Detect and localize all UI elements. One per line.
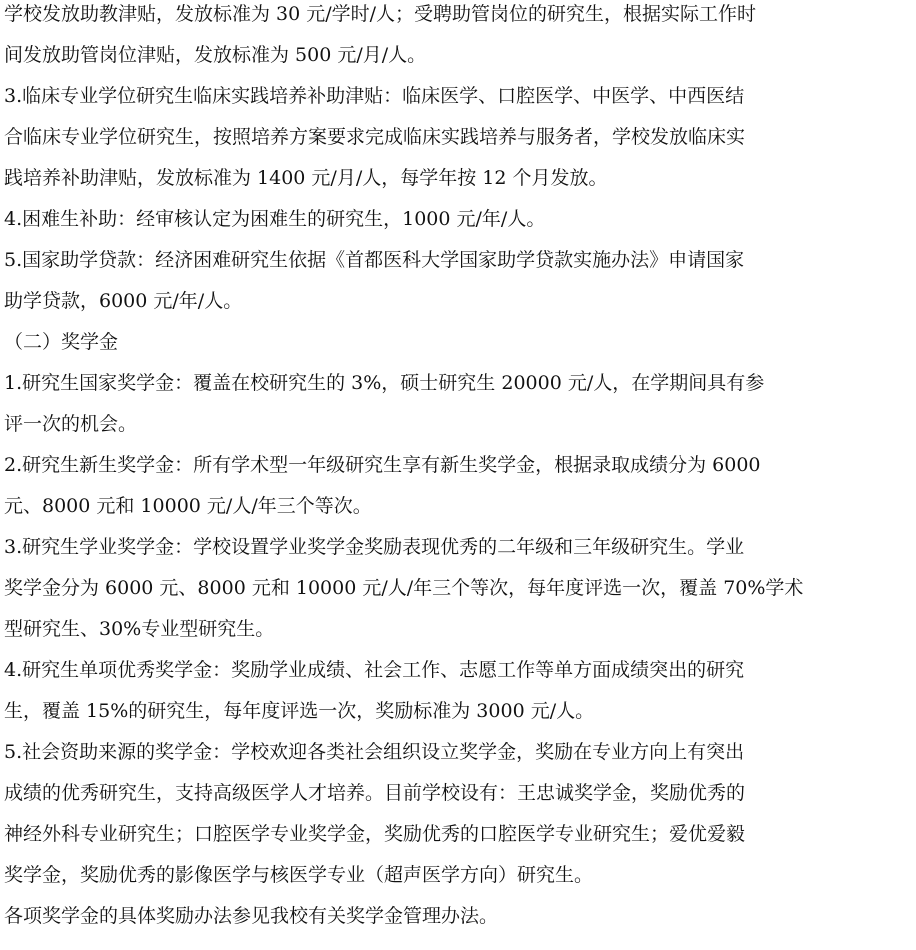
paragraph-hardship-subsidy: [4, 199, 912, 240]
text-line: 奖学金分为 6000 元、8000 元和 10000 元/人/年三个等次，每年度评选一次，覆盖 70%学术: [4, 577, 804, 599]
paragraph-closing-note: [4, 896, 912, 937]
text-line: 型研究生、30%专业型研究生。: [4, 618, 275, 640]
text-line: 3.研究生学业奖学金：学校设置学业奖学金奖励表现优秀的二年级和三年级研究生。学业: [4, 536, 745, 558]
text-line: 间发放助管岗位津贴，发放标准为 500 元/月/人。: [4, 44, 427, 66]
section-heading-scholarships: [4, 322, 912, 363]
paragraph-national-scholarship: [4, 363, 912, 445]
text-line: 各项奖学金的具体奖励办法参见我校有关奖学金管理办法。: [4, 905, 499, 927]
text-line: （二）奖学金: [4, 331, 119, 353]
text-line: 5.国家助学贷款：经济困难研究生依据《首都医科大学国家助学贷款实施办法》申请国家: [4, 249, 745, 271]
text-line: 3.临床专业学位研究生临床实践培养补助津贴：临床医学、口腔医学、中医学、中西医结: [4, 85, 745, 107]
text-line: 助学贷款，6000 元/年/人。: [4, 290, 243, 312]
text-line: 合临床专业学位研究生，按照培养方案要求完成临床实践培养与服务者，学校发放临床实: [4, 126, 746, 148]
text-line: 生，覆盖 15%的研究生，每年度评选一次，奖励标准为 3000 元/人。: [4, 700, 595, 722]
text-line: 1.研究生国家奖学金：覆盖在校研究生的 3%，硕士研究生 20000 元/人，在学期间具有参: [4, 372, 765, 394]
paragraph-social-funded-scholarship: [4, 732, 912, 896]
text-line: 5.社会资助来源的奖学金：学校欢迎各类社会组织设立奖学金，奖励在专业方向上有突出: [4, 741, 745, 763]
paragraph-freshman-scholarship: [4, 445, 912, 527]
paragraph-academic-scholarship: [4, 527, 912, 650]
paragraph-national-student-loan: [4, 240, 912, 322]
text-line: 学校发放助教津贴，发放标准为 30 元/学时/人；受聘助管岗位的研究生，根据实际工作时: [4, 3, 757, 25]
text-line: 元、8000 元和 10000 元/人/年三个等次。: [4, 495, 372, 517]
text-line: 奖学金，奖励优秀的影像医学与核医学专业（超声医学方向）研究生。: [4, 864, 594, 886]
text-line: 评一次的机会。: [4, 413, 138, 435]
text-line: 成绩的优秀研究生，支持高级医学人才培养。目前学校设有：王忠诚奖学金，奖励优秀的: [4, 782, 746, 804]
text-line: 4.研究生单项优秀奖学金：奖励学业成绩、社会工作、志愿工作等单方面成绩突出的研究: [4, 659, 745, 681]
paragraph-clinical-practice-subsidy: [4, 76, 912, 199]
paragraph-assistant-stipend: [4, 0, 912, 76]
text-line: 神经外科专业研究生；口腔医学专业奖学金，奖励优秀的口腔医学专业研究生；爱优爱毅: [4, 823, 746, 845]
text-line: 践培养补助津贴，发放标准为 1400 元/月/人，每学年按 12 个月发放。: [4, 167, 608, 189]
text-line: 4.困难生补助：经审核认定为困难生的研究生，1000 元/年/人。: [4, 208, 546, 230]
document-body: [4, 0, 912, 937]
text-line: 2.研究生新生奖学金：所有学术型一年级研究生享有新生奖学金，根据录取成绩分为 6000: [4, 454, 761, 476]
paragraph-single-excellence-scholarship: [4, 650, 912, 732]
